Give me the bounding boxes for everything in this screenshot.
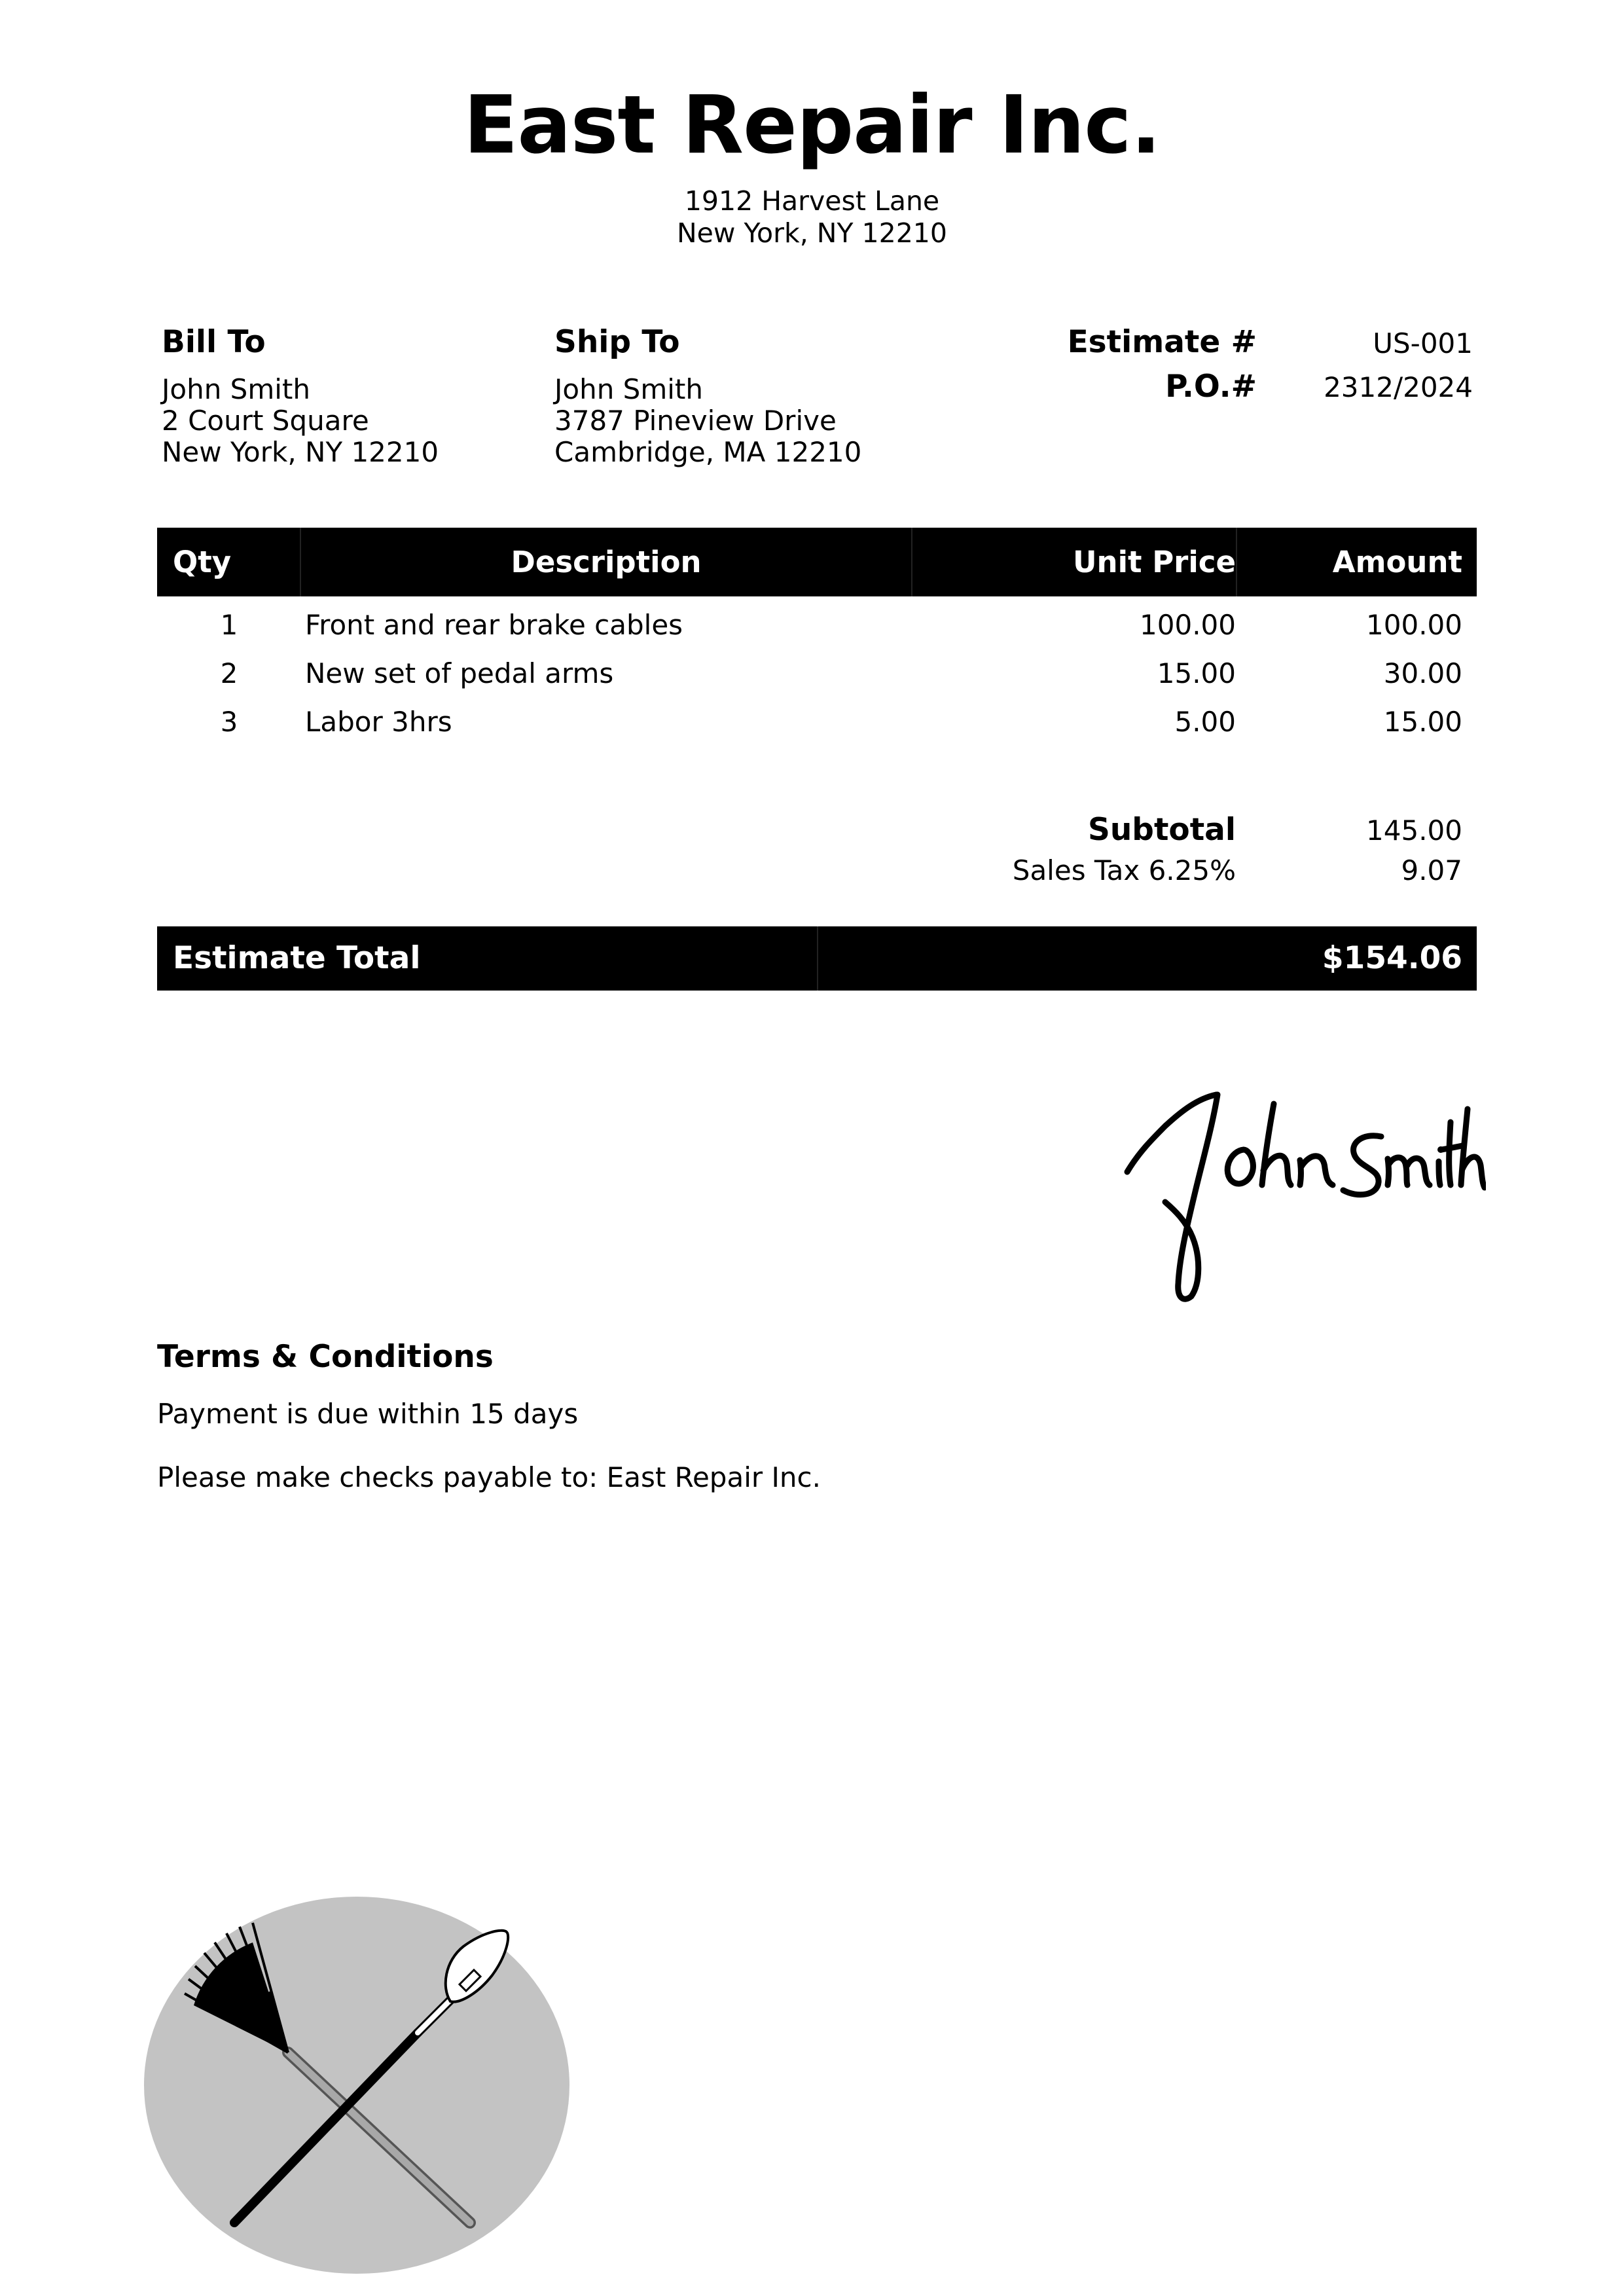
row-description: Front and rear brake cables xyxy=(305,609,683,641)
ship-to-name: John Smith xyxy=(554,373,704,405)
estimate-total-value: $154.06 xyxy=(1322,940,1462,976)
estimate-number-label: Estimate # xyxy=(1067,324,1257,360)
row-qty: 2 xyxy=(220,657,238,689)
signature xyxy=(1119,1087,1486,1309)
po-number-value: 2312/2024 xyxy=(1324,371,1473,403)
row-amount: 15.00 xyxy=(1383,706,1462,738)
row-description: New set of pedal arms xyxy=(305,657,614,689)
sales-tax-value: 9.07 xyxy=(1401,854,1462,886)
row-unit-price: 15.00 xyxy=(1157,657,1236,689)
subtotal-label: Subtotal xyxy=(1087,812,1236,848)
terms-line2: Please make checks payable to: East Repair Inc. xyxy=(157,1461,821,1493)
company-address-line2: New York, NY 12210 xyxy=(677,217,947,249)
row-description: Labor 3hrs xyxy=(305,706,452,738)
estimate-number-value: US-001 xyxy=(1373,327,1473,359)
ship-to-line2: Cambridge, MA 12210 xyxy=(554,436,862,468)
company-address-line1: 1912 Harvest Lane xyxy=(684,185,940,217)
column-header-qty: Qty xyxy=(173,545,232,579)
row-unit-price: 100.00 xyxy=(1140,609,1236,641)
terms-line1: Payment is due within 15 days xyxy=(157,1398,579,1430)
estimate-total-label: Estimate Total xyxy=(173,940,421,976)
subtotal-value: 145.00 xyxy=(1366,814,1462,847)
bill-to-line2: New York, NY 12210 xyxy=(162,436,439,468)
table-row xyxy=(157,657,1477,690)
column-header-unit-price: Unit Price xyxy=(1073,545,1236,579)
column-header-description: Description xyxy=(511,545,702,579)
rake-shovel-logo-icon xyxy=(143,1895,571,2275)
row-unit-price: 5.00 xyxy=(1174,706,1236,738)
bill-to-line1: 2 Court Square xyxy=(162,405,369,437)
ship-to-line1: 3787 Pineview Drive xyxy=(554,405,837,437)
ship-to-label: Ship To xyxy=(554,324,680,360)
row-qty: 1 xyxy=(220,609,238,641)
table-row xyxy=(157,609,1477,642)
items-table-header xyxy=(157,528,1477,596)
row-qty: 3 xyxy=(220,706,238,738)
sales-tax-label: Sales Tax 6.25% xyxy=(1012,854,1236,886)
row-amount: 30.00 xyxy=(1383,657,1462,689)
company-name: East Repair Inc. xyxy=(463,79,1161,172)
po-number-label: P.O.# xyxy=(1165,369,1257,405)
terms-title: Terms & Conditions xyxy=(157,1339,494,1375)
estimate-total-bar xyxy=(157,926,1477,991)
table-row xyxy=(157,706,1477,738)
bill-to-label: Bill To xyxy=(162,324,266,360)
bill-to-name: John Smith xyxy=(162,373,311,405)
column-header-amount: Amount xyxy=(1332,545,1462,579)
row-amount: 100.00 xyxy=(1366,609,1462,641)
